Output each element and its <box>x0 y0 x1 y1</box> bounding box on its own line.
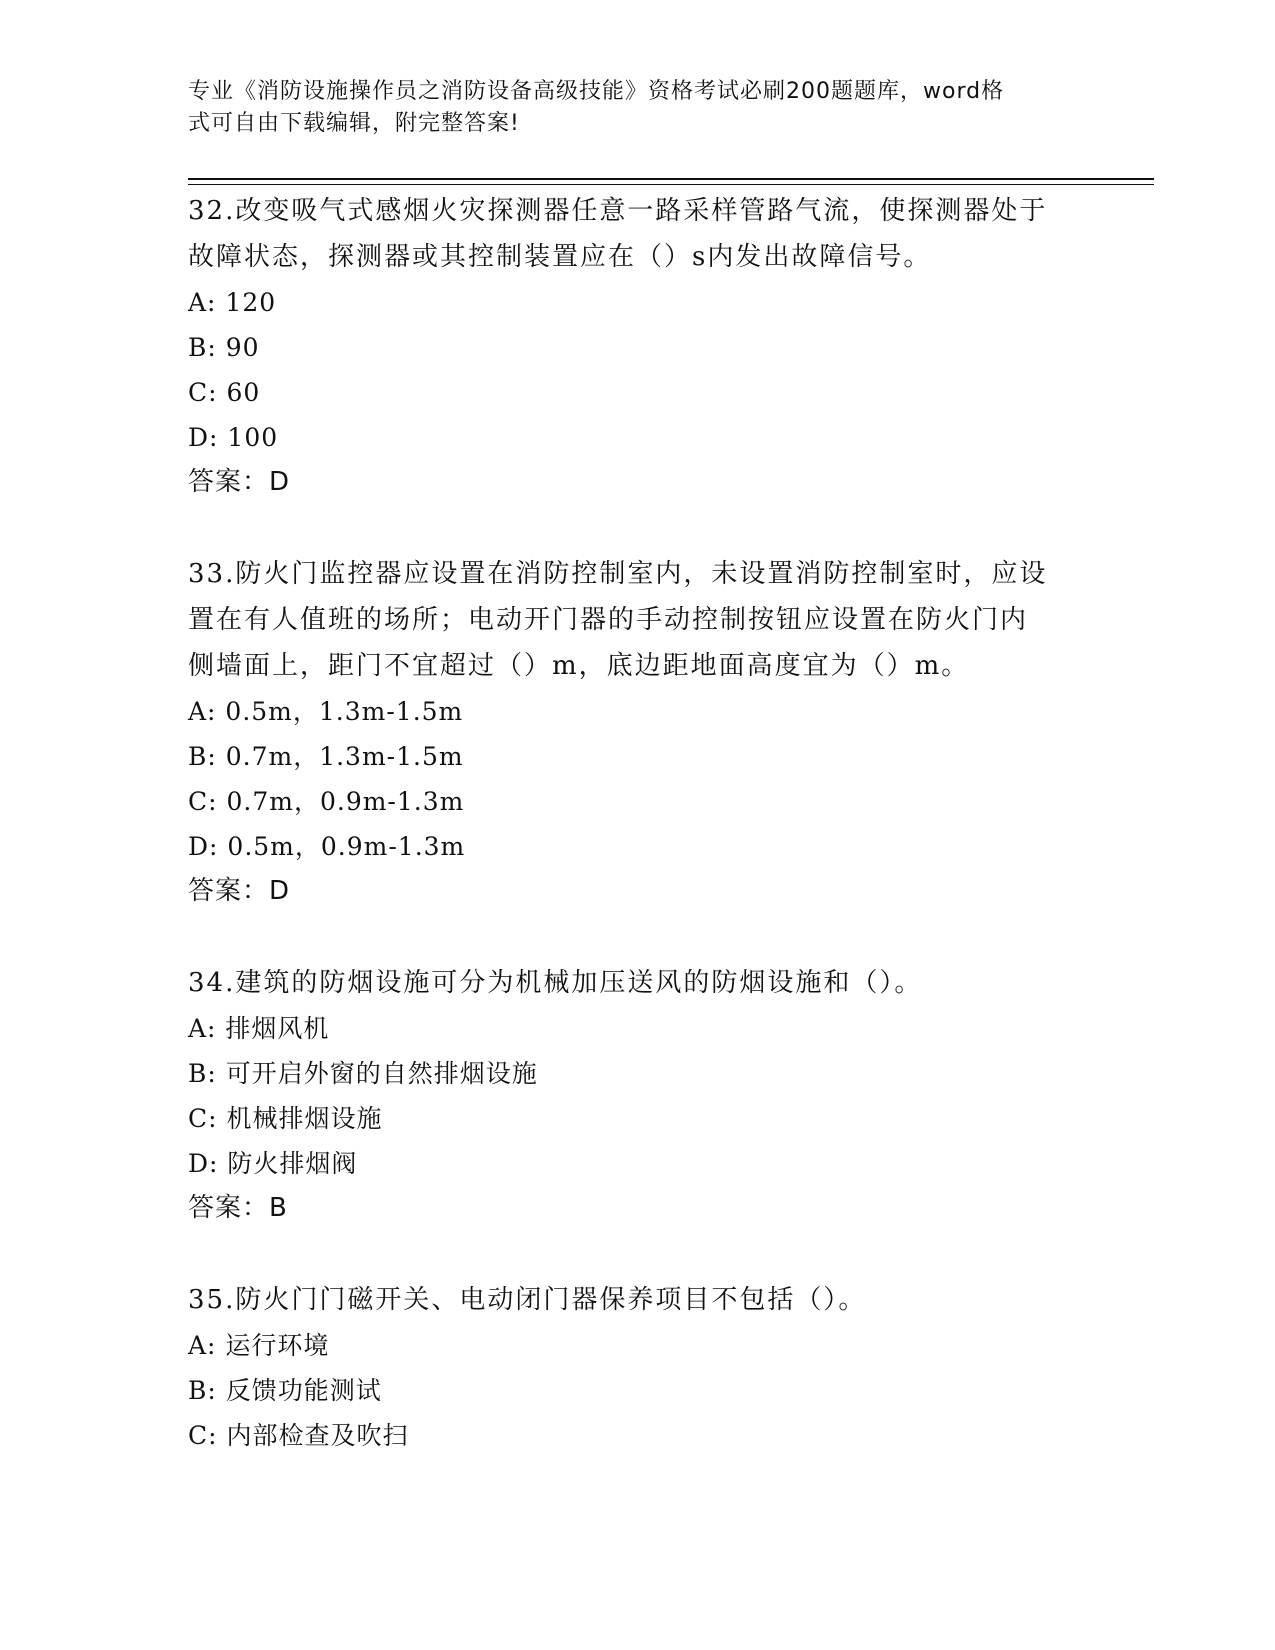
question-stem-line: 35.防火门门磁开关、电动闭门器保养项目不包括（）。 <box>188 1285 867 1315</box>
option-a: A: 0.5m，1.3m-1.5m <box>188 697 464 726</box>
option-d: D: 100 <box>188 423 279 452</box>
option-a: A: 120 <box>188 288 277 317</box>
question-list <box>188 188 1088 1458</box>
option-b: B: 反馈功能测试 <box>188 1376 382 1405</box>
answer-label: 答案：D <box>188 467 291 497</box>
header-line-2: 式可自由下载编辑，附完整答案! <box>188 111 520 136</box>
option-a: A: 运行环境 <box>188 1331 330 1360</box>
question-spacer <box>188 1231 1088 1277</box>
question-33 <box>188 551 1088 914</box>
option-b: B: 0.7m，1.3m-1.5m <box>188 742 464 771</box>
option-b: B: 可开启外窗的自然排烟设施 <box>188 1059 538 1088</box>
header-divider-thin <box>188 184 1154 185</box>
option-c: C: 内部检查及吹扫 <box>188 1421 409 1450</box>
question-35 <box>188 1277 1088 1458</box>
document-header <box>188 76 1068 140</box>
option-d: D: 防火排烟阀 <box>188 1149 358 1178</box>
question-stem-line: 33.防火门监控器应设置在消防控制室内，未设置消防控制室时，应设 <box>188 559 1048 589</box>
option-c: C: 机械排烟设施 <box>188 1104 383 1133</box>
answer-label: 答案：D <box>188 876 291 906</box>
question-stem-line: 故障状态，探测器或其控制装置应在（）s内发出故障信号。 <box>188 242 932 272</box>
option-a: A: 排烟风机 <box>188 1014 330 1043</box>
question-spacer <box>188 505 1088 551</box>
option-b: B: 90 <box>188 333 260 362</box>
question-stem-line: 侧墙面上，距门不宜超过（）m，底边距地面高度宜为（）m。 <box>188 651 970 681</box>
question-spacer <box>188 914 1088 960</box>
option-d: D: 0.5m，0.9m-1.3m <box>188 832 466 861</box>
option-c: C: 0.7m，0.9m-1.3m <box>188 787 465 816</box>
question-34 <box>188 960 1088 1231</box>
header-line-1: 专业《消防设施操作员之消防设备高级技能》资格考试必刷200题题库，word格 <box>188 79 1005 104</box>
question-32 <box>188 188 1088 505</box>
option-c: C: 60 <box>188 378 261 407</box>
header-divider-thick <box>188 178 1154 180</box>
answer-label: 答案：B <box>188 1193 288 1223</box>
question-stem-line: 32.改变吸气式感烟火灾探测器任意一路采样管路气流，使探测器处于 <box>188 196 1048 226</box>
question-stem-line: 置在有人值班的场所；电动开门器的手动控制按钮应设置在防火门内 <box>188 605 1029 635</box>
question-stem-line: 34.建筑的防烟设施可分为机械加压送风的防烟设施和（）。 <box>188 968 923 998</box>
